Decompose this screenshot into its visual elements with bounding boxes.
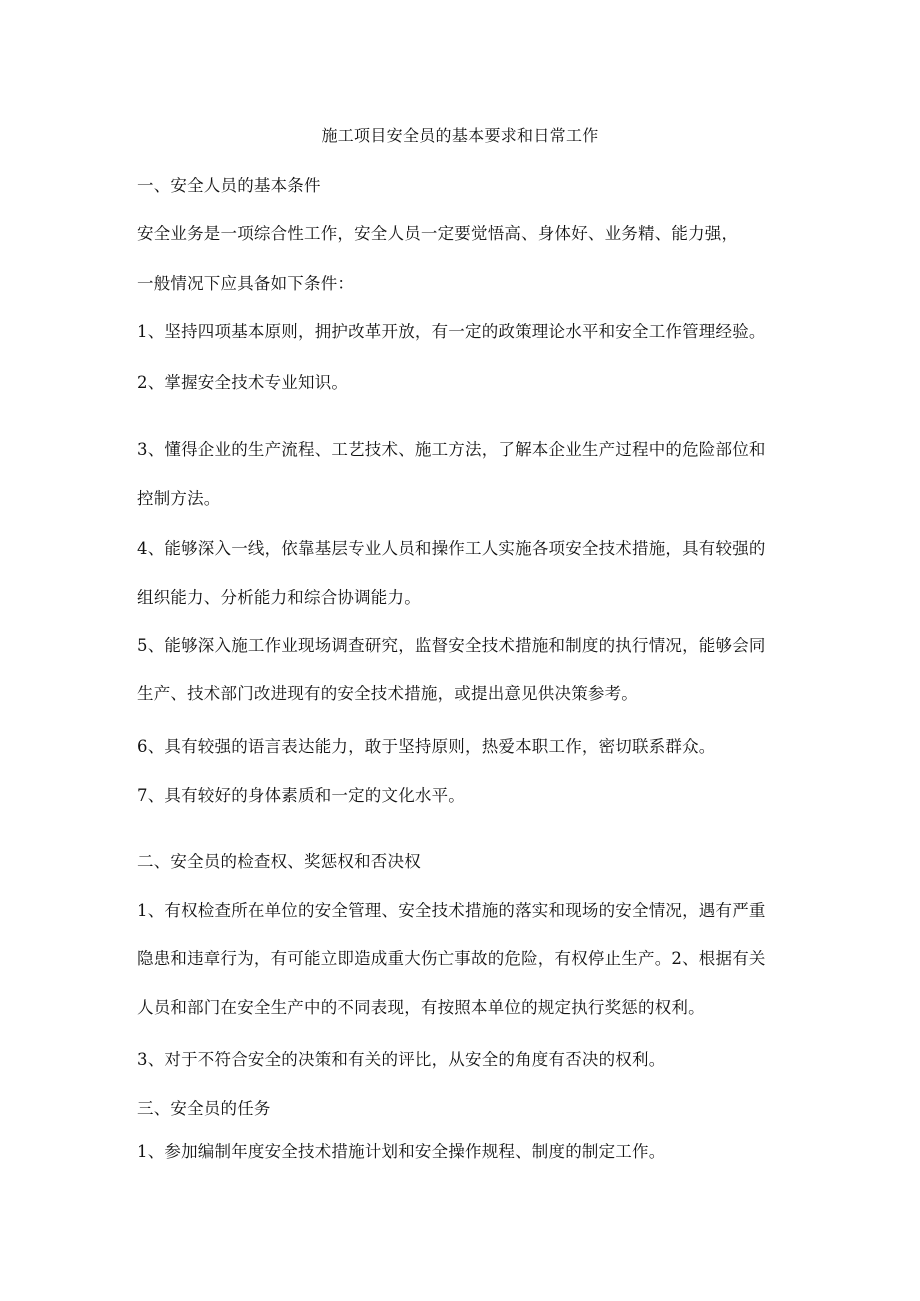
list-item-7: 7、具有较好的身体素质和一定的文化水平。 bbox=[137, 786, 465, 805]
paragraph-line: 隐患和违章行为，有可能立即造成重大伤亡事故的危险，有权停止生产。2、根据有关 bbox=[137, 949, 766, 968]
section-heading-1: 一、安全人员的基本条件 bbox=[137, 176, 321, 195]
paragraph-line: 1、有权检查所在单位的安全管理、安全技术措施的落实和现场的安全情况，遇有严重 bbox=[137, 901, 766, 920]
list-item-2: 2、掌握安全技术专业知识。 bbox=[137, 373, 349, 392]
list-item-3-rights: 3、对于不符合安全的决策和有关的评比，从安全的角度有否决的权利。 bbox=[137, 1050, 666, 1069]
list-item-5-cont: 生产、技术部门改进现有的安全技术措施，或提出意见供决策参考。 bbox=[137, 684, 638, 703]
section-heading-2: 二、安全员的检查权、奖惩权和否决权 bbox=[137, 852, 421, 871]
paragraph-line: 人员和部门在安全生产中的不同表现，有按照本单位的规定执行奖惩的权利。 bbox=[137, 998, 705, 1017]
document-title: 施工项目安全员的基本要求和日常工作 bbox=[321, 126, 599, 145]
list-item-4: 4、能够深入一线，依靠基层专业人员和操作工人实施各项安全技术措施，具有较强的 bbox=[137, 539, 766, 558]
list-item-3: 3、懂得企业的生产流程、工艺技术、施工方法，了解本企业生产过程中的危险部位和 bbox=[137, 440, 766, 459]
list-item-6: 6、具有较强的语言表达能力，敢于坚持原则，热爱本职工作，密切联系群众。 bbox=[137, 737, 716, 756]
list-item-3-cont: 控制方法。 bbox=[137, 489, 221, 508]
paragraph-line: 安全业务是一项综合性工作，安全人员一定要觉悟高、身体好、业务精、能力强， bbox=[137, 224, 739, 243]
section-heading-3: 三、安全员的任务 bbox=[137, 1099, 271, 1118]
list-item-4-cont: 组织能力、分析能力和综合协调能力。 bbox=[137, 588, 421, 607]
list-item-1: 1、坚持四项基本原则，拥护改革开放，有一定的政策理论水平和安全工作管理经验。 bbox=[137, 322, 766, 341]
list-item-1-task: 1、参加编制年度安全技术措施计划和安全操作规程、制度的制定工作。 bbox=[137, 1142, 666, 1161]
paragraph-line: 一般情况下应具备如下条件： bbox=[137, 274, 355, 293]
list-item-5: 5、能够深入施工作业现场调查研究，监督安全技术措施和制度的执行情况，能够会同 bbox=[137, 636, 766, 655]
